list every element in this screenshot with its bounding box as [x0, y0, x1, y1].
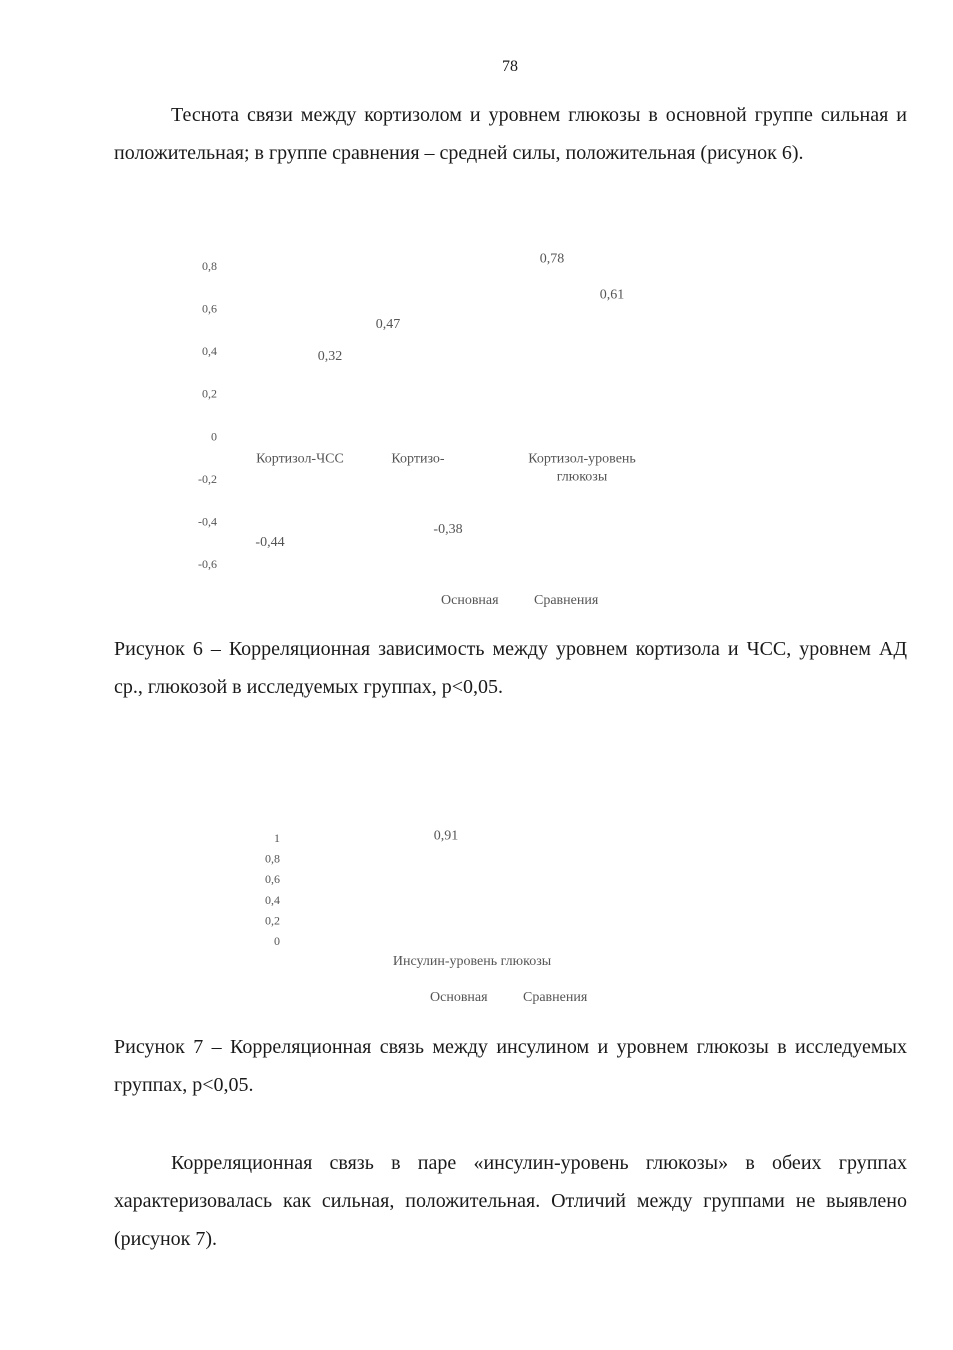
bar-osnovnaya	[370, 336, 406, 436]
y-tick-label: 0,8	[265, 851, 280, 866]
bar-osnovnaya	[534, 270, 570, 436]
data-label: 0,91	[433, 828, 459, 844]
category-label: глюкозы	[556, 469, 608, 485]
figure-6-caption: Рисунок 6 – Корреляционная зависимость между уровнем кортизола и ЧСС, уровнем АД ср., глюкозой в исследуемых группах, p<0,05.	[114, 638, 907, 698]
page-number: 78	[502, 58, 518, 75]
y-tick-label: 0	[211, 429, 217, 444]
y-tick-label: 0,2	[265, 913, 280, 928]
y-tick-label: 0,4	[265, 892, 280, 907]
paragraph-2: Корреляционная связь в паре «инсулин-уровень глюкозы» в обеих группах характеризовалась как сильная, положительная. Отличий между группами не выявлено (рисунок 7).	[114, 1152, 907, 1250]
legend-entry: Сравнения	[523, 990, 588, 1005]
bar-sravneniya	[478, 847, 518, 941]
y-tick-label: 0,6	[202, 301, 217, 316]
y-tick-label: -0,6	[198, 557, 217, 571]
legend-entry: Основная	[430, 990, 488, 1005]
figure-7-chart	[0, 795, 953, 1010]
y-tick-label: 0,4	[202, 344, 217, 359]
figure-7-caption: Рисунок 7 – Корреляционная связь между инсулином и уровнем глюкозы в исследуемых группах, p<0,05.	[114, 1036, 907, 1096]
legend-entry: Основная	[441, 593, 499, 608]
bar-sravneniya	[430, 436, 466, 517]
category-label: Кортизол-ЧСС	[256, 451, 344, 467]
data-label: 0,32	[317, 349, 343, 365]
legend-entry: Сравнения	[534, 593, 599, 608]
category-label: Кортизо-	[391, 451, 445, 467]
y-tick-label: 0,2	[202, 386, 217, 401]
y-tick-label: 0	[274, 934, 280, 948]
paragraph-1: Теснота связи между кортизолом и уровнем глюкозы в основной группе сильная и положительная; в группе сравнения – средней силы, положительная (рисунок 6).	[114, 104, 907, 164]
y-tick-label: 1	[274, 831, 280, 845]
bar-osnovnaya	[426, 847, 466, 941]
data-label: -0,38	[433, 522, 463, 538]
y-tick-label: 0,6	[265, 872, 280, 887]
data-label: -0,44	[255, 534, 285, 550]
data-label: 0,47	[375, 317, 401, 333]
figure-6-chart	[0, 230, 953, 615]
data-label: 0,61	[599, 287, 625, 303]
y-tick-label: 0,8	[202, 259, 217, 273]
data-label: 0,78	[539, 251, 565, 267]
category-label: Инсулин-уровень глюкозы	[392, 954, 552, 969]
category-label: Кортизол-уровень	[528, 451, 636, 467]
bar-sravneniya	[312, 368, 348, 436]
bar-sravneniya	[594, 306, 630, 436]
y-tick-label: -0,4	[198, 514, 217, 529]
y-tick-label: -0,2	[198, 471, 217, 486]
